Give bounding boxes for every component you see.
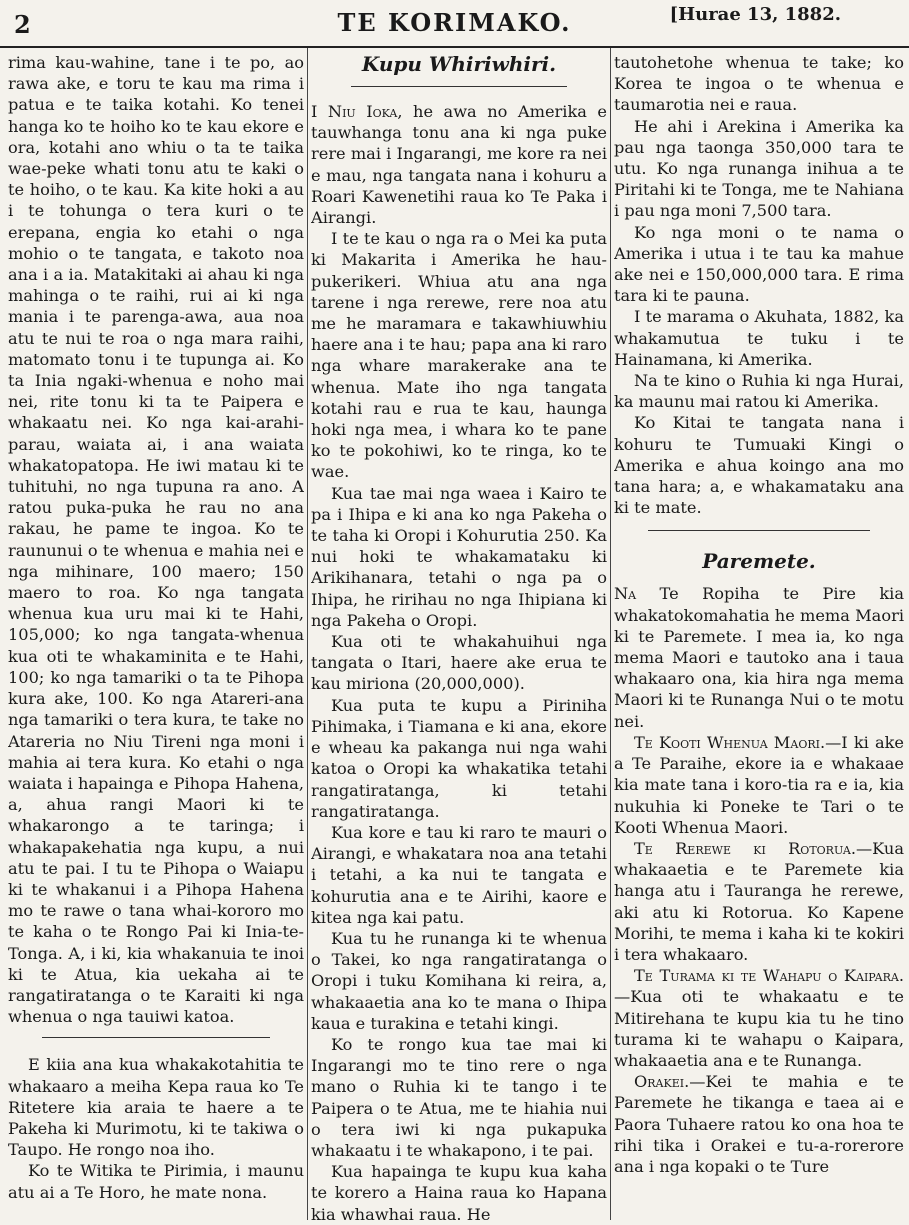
paragraph: Ko Kitai te tangata nana i kohuru te Tumuaki Kingi o Amerika e ahua koingo ana mo tana hara; a, e whakamataku ana ki te mate. bbox=[614, 413, 904, 518]
page-number: 2 bbox=[14, 10, 31, 39]
paragraph: Kua puta te kupu a Piriniha Pihimaka, i Tiamana e ki ana, ekore e wheau ka pakanga nui nga wahi katoa o Oropi ka whakatika tetahi rangatiratanga, ki tetahi rangatiratanga. bbox=[311, 695, 607, 821]
column-1 bbox=[8, 52, 304, 1203]
paragraph: I te marama o Akuhata, 1882, ka whakamutua te tuku i te Hainamana, ki Amerika. bbox=[614, 307, 904, 369]
paragraph: He ahi i Arekina i Amerika ka pau nga taonga 350,000 tara te utu. Ko nga runanga inihua a te Piritahi ki te Tonga, me te Nahiana i pau nga moni 7,500 tara. bbox=[614, 116, 904, 221]
masthead bbox=[0, 0, 909, 48]
paragraph: Te Rerewe ki Rotorua.—Kua whakaaetia e te Paremete kia hanga atu i Tauranga he rerewe, aki atu ki Rotorua. Ko Kapene Morihi, te mema i kaha ki te kokiri i tera whakaaro. bbox=[614, 838, 904, 964]
paragraph: I Niu Ioka, he awa no Amerika e tauwhanga tonu ana ki nga puke rere mai i Ingarangi, me kore ra nei e mau, nga tangata nana i kohuru a Roari Kawenetihi raua ko Te Paka i Airangi. bbox=[311, 102, 607, 228]
paragraph: Kua hapainga te kupu kua kaha te korero a Haina raua ko Hapana kia whawhai raua. He bbox=[311, 1162, 607, 1224]
column-rule bbox=[610, 48, 611, 1220]
paragraph: Te Kooti Whenua Maori.—I ki ake a Te Paraihe, ekore ia e whakaae kia mate tana i koro-tia ra e ia, kia nukuhia ki Poneke te Tari o te Kooti Whenua Maori. bbox=[614, 732, 904, 837]
paragraph: Kua kore e tau ki raro te mauri o Airangi, e whakatara noa ana tetahi i tetahi, a ka nui te tangata e kohurutia ana e te Airihi, kaore e kitea nga kai patu. bbox=[311, 822, 607, 927]
paragraph: Orakei.—Kei te mahia e te Paremete he tikanga e taea ai e Paora Tuhaere ratou ko ona hoa te rihi tika i Orakei e tu-a-rorerore ana i nga kopaki o te Ture bbox=[614, 1072, 904, 1176]
paragraph: Na te kino o Ruhia ki nga Hurai, ka maunu mai ratou ki Amerika. bbox=[614, 371, 904, 412]
paragraph-lead: Te Kooti Whenua Maori. bbox=[634, 732, 826, 752]
paragraph: rima kau-wahine, tane i te po, ao rawa ake, e toru te kau ma rima i patua e te taika kotahi. Ko tenei hanga ko te hoiho ko te kau ekore e ora, kotahi ano whiu o ta te taika wae-peke whati tonu atu te kaki o te hoiho, o te kau. Ka kite hoki a au i te tohunga o tera kuri o te erepana, engia ko etahi o nga mohio o te tangata, e takoto noa ana i a ia. Matakitaki ai ahau ki nga mahinga o te raihi, rui ai ki nga mania i te parenga-awa, aua noa atu te nui te roa o nga mara raihi, matomato tonu i te tupunga ai. Ko ta Inia ngaki-whenua e noho mai nei, rite tonu ki ta te Paipera e whakaatu nei. Ko nga kai-arahi-parau, waiata ai, i ana waiata whakatopatopa. He iwi matau ki te tuhituhi, no nga tupuna ra ano. A ratou puka-puka he rau no ana rakau, he pame te ingoa. Ko te raununui o te whenua e mahia nei e nga mihinare, 100 maero; 150 maero to roa. Ko nga tangata whenua kua uru mai ki te Hahi, 105,000; ko nga tangata-whenua kua oti te whakaminita e te Hahi, 100; ko nga tamariki o ta te Pihopa kura ake, 100. Ko nga Atareri-ana nga tamariki o tera kura, te take no Atareria no Niu Tireni nga moni i mahia ai tera kura. Ko etahi o nga waiata i hapainga e Pihopa Hahena, a, ahua rangi Maori ki te whakarongo a te taringa; i whakapakehatia nga kupu, a nui atu te pai. I tu te Pihopa o Waiapu ki te whakanui i a Pihopa Hahena mo te rawe o tana whai-kororo mo te kaha o te Rongo Pai ki Inia-te-Tonga. A, i ki, kia whakanuia te inoi ki te Atua, kia uekaha ai te rangatiratanga o te Karaiti ki nga whenua o nga tauiwi katoa. bbox=[8, 53, 304, 1027]
paragraph: Na Te Ropiha te Pire kia whakatokomahatia he mema Maori ki te Paremete. I mea ia, ko nga mema Maori e tautoko ana i taua whakaaro ona, kia hira nga mema Maori ki te Runanga Nui o te motu nei. bbox=[614, 584, 904, 731]
divider bbox=[351, 86, 567, 87]
paragraph-lead: Te Rerewe ki Rotorua. bbox=[634, 838, 856, 858]
column-rule bbox=[307, 48, 308, 1220]
section-heading: Kupu Whiriwhiri. bbox=[361, 52, 557, 76]
paragraph-lead: Orakei. bbox=[634, 1072, 690, 1092]
paragraph: Ko te Witika te Pirimia, i maunu atu ai a Te Horo, he mate nona. bbox=[8, 1161, 304, 1202]
paragraph: Te Turama ki te Wahapu o Kaipara.—Kua oti te whakaatu e te Mitirehana te kupu kia tu he tino turama ki te wahapu o Kaipara, whakaaetia ana e te Runanga. bbox=[614, 966, 904, 1070]
section-heading: Paremete. bbox=[702, 549, 816, 574]
paragraph: Kua oti te whakahuihui nga tangata o Itari, haere ake erua te kau miriona (20,000,000). bbox=[311, 632, 607, 694]
paragraph: Kua tae mai nga waea i Kairo te pa i Ihipa e ki ana ko nga Pakeha o te taha ki Oropi i Kohurutia 250. Ka nui hoki te whakamataku ki Arikihanara, tetahi o nga pa o Ihipa, he ririhau no nga Ihipiana ki nga Pakeha o Oropi. bbox=[311, 483, 607, 630]
paragraph: Kua tu he runanga ki te whenua o Takei, ko nga rangatiratanga o Oropi i tuku Komihana ki reira, a, whakaaetia ana ko te mana o Ihipa kaua e turakina e tetahi kingi. bbox=[311, 928, 607, 1033]
paragraph-lead: I Niu Ioka, bbox=[311, 102, 403, 121]
paragraph-lead: Na bbox=[614, 584, 637, 604]
newspaper-title: TE KORIMAKO. bbox=[337, 8, 572, 37]
divider bbox=[648, 530, 870, 531]
paragraph-lead: Te Turama ki te Wahapu o Kaipara. bbox=[634, 966, 904, 986]
column-3 bbox=[614, 52, 904, 1177]
paragraph: Ko te rongo kua tae mai ki Ingarangi mo te tino rere o nga mano o Ruhia ki te tango i te Paipera o te Atua, me te hiahia nui o tera iwi ki nga pukapuka whakaatu i te whakapono, i te pai. bbox=[311, 1034, 607, 1160]
column-2 bbox=[311, 52, 607, 1225]
paragraph: I te te kau o nga ra o Mei ka puta ki Makarita i Amerika he hau-pukerikeri. Whiua atu ana nga tarene i nga rerewe, rere noa atu me he maramara e takawhiuwhiu haere ana i te hau; papa ana ki raro nga whare marakerake ana te whenua. Mate iho nga tangata kotahi rau e rua te kau, haunga hoki nga mea, i whara ko te pane ko te pokohiwi, ko te ringa, ko te wae. bbox=[311, 229, 607, 482]
paragraph: E kiia ana kua whakakotahitia te whakaaro a meiha Kepa raua ko Te Ritetere kia araia te haere a te Pakeha ki Murimotu, ki te takiwa o Taupo. He rongo noa iho. bbox=[8, 1055, 304, 1160]
issue-date: [Hurae 13, 1882. bbox=[669, 4, 841, 25]
paragraph: tautohetohe whenua te take; ko Korea te ingoa o te whenua e taumarotia nei e raua. bbox=[614, 53, 904, 115]
divider bbox=[42, 1037, 270, 1038]
paragraph: Ko nga moni o te nama o Amerika i utua i te tau ka mahue ake nei e 150,000,000 tara. E rima tara ki te pauna. bbox=[614, 222, 904, 306]
